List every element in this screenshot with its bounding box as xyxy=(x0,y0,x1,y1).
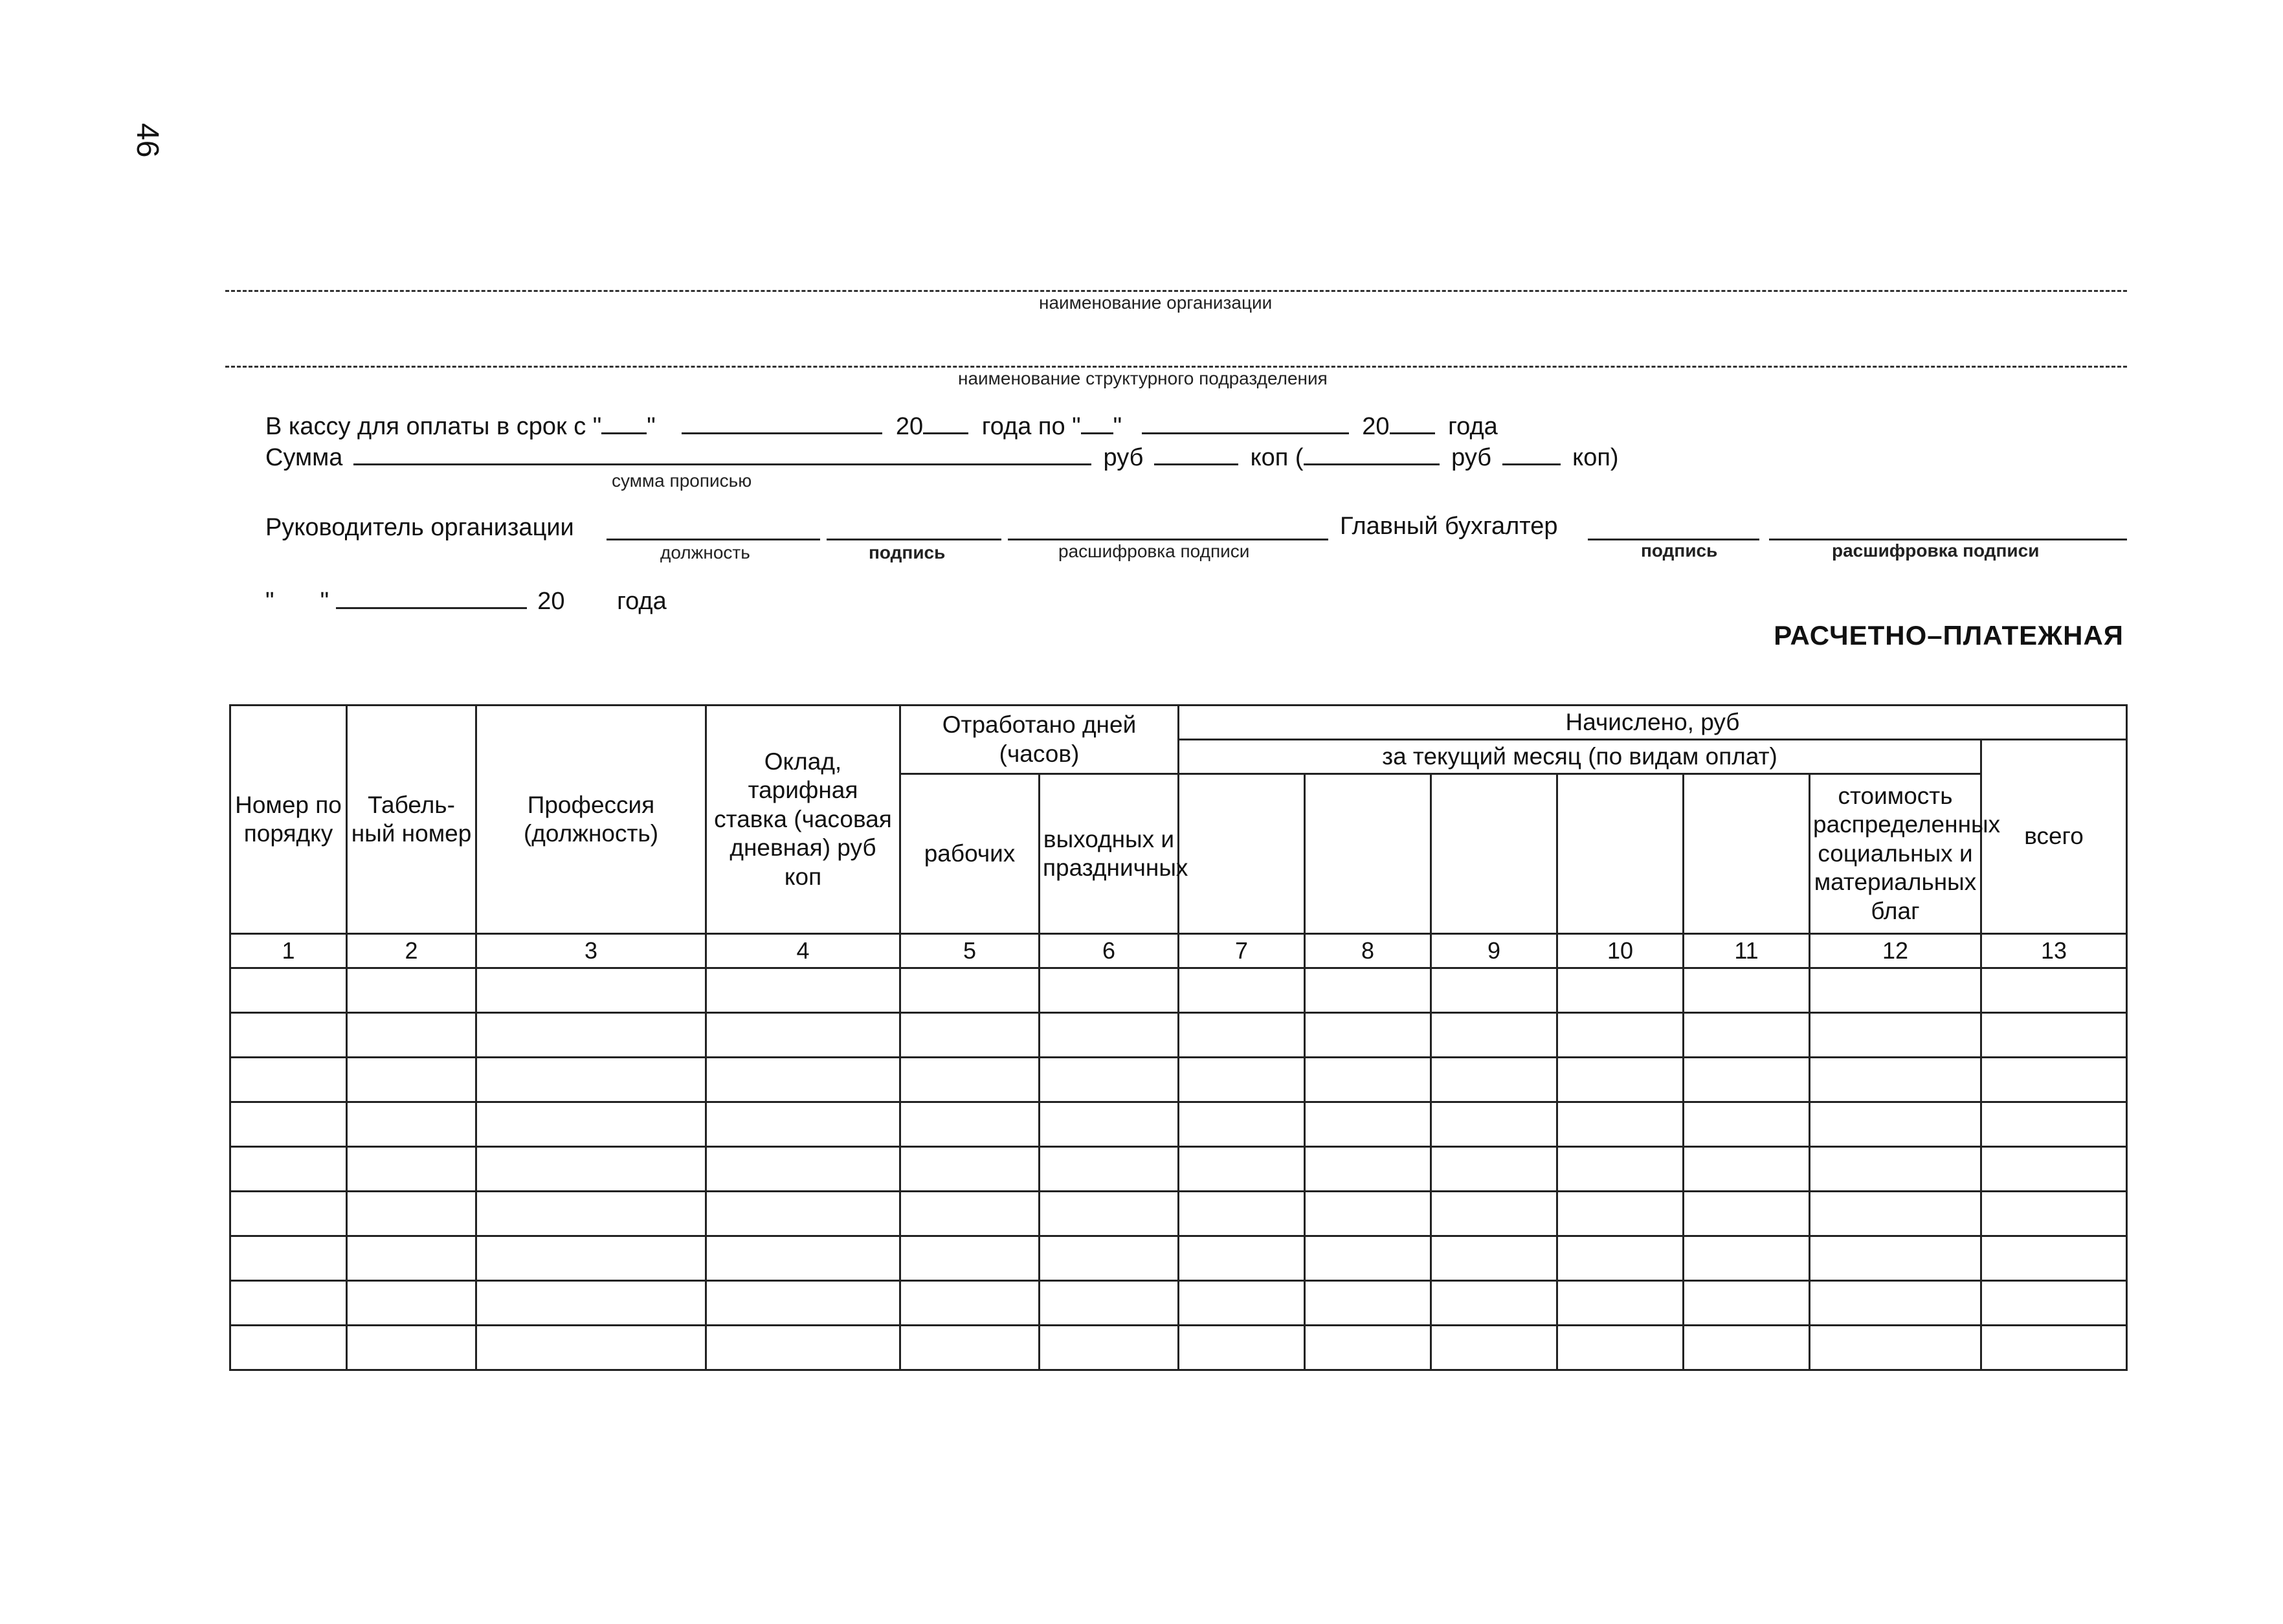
sum-kop-close: коп) xyxy=(1572,444,1619,471)
head-label: Руководитель организации xyxy=(265,514,574,541)
table-cell[interactable] xyxy=(1810,1192,1981,1236)
table-cell[interactable] xyxy=(476,1192,706,1236)
sum-words-blank[interactable] xyxy=(353,443,1091,465)
table-cell[interactable] xyxy=(1040,1281,1179,1326)
table-cell[interactable] xyxy=(230,1192,347,1236)
table-row xyxy=(230,1013,2127,1058)
accrued-header: Начислено, руб xyxy=(1179,706,2127,740)
table-cell[interactable] xyxy=(900,1058,1040,1102)
table-cell[interactable] xyxy=(1810,1058,1981,1102)
current-month-header: за текущий месяц (по видам оплат) xyxy=(1179,740,1981,774)
cash-period-line xyxy=(265,412,1498,439)
table-cell[interactable] xyxy=(1179,1192,1305,1236)
table-cell[interactable] xyxy=(706,1281,900,1326)
table-cell[interactable] xyxy=(706,1192,900,1236)
table-cell[interactable] xyxy=(347,1236,476,1281)
table-cell[interactable] xyxy=(900,1281,1040,1326)
table-cell[interactable] xyxy=(1305,1147,1431,1192)
table-cell[interactable] xyxy=(1431,1013,1557,1058)
table-cell[interactable] xyxy=(1040,1236,1179,1281)
table-cell[interactable] xyxy=(1431,1326,1557,1370)
col-profession-header: Профессия (должность) xyxy=(476,706,706,934)
col-num-4: 4 xyxy=(706,934,900,968)
dept-name-line xyxy=(225,366,2127,368)
table-cell[interactable] xyxy=(1810,968,1981,1013)
sum-label: Сумма xyxy=(265,444,343,471)
table-cell[interactable] xyxy=(1040,1058,1179,1102)
table-cell[interactable] xyxy=(347,1326,476,1370)
sum-words-caption: сумма прописью xyxy=(612,471,752,491)
head-decode-caption: расшифровка подписи xyxy=(1058,541,1250,561)
head-position-caption: должность xyxy=(660,542,750,562)
cash-prefix: В кассу для оплаты в срок с " xyxy=(265,413,602,440)
col-number-header: Номер по порядку xyxy=(230,706,347,934)
table-cell[interactable] xyxy=(1431,1102,1557,1147)
table-cell[interactable] xyxy=(1981,1013,2127,1058)
table-cell[interactable] xyxy=(900,1013,1040,1058)
table-cell[interactable] xyxy=(1557,1236,1684,1281)
table-body xyxy=(230,968,2127,1370)
table-cell[interactable] xyxy=(476,1013,706,1058)
table-cell[interactable] xyxy=(1810,1013,1981,1058)
table-cell[interactable] xyxy=(1557,1192,1684,1236)
table-cell[interactable] xyxy=(1981,968,2127,1013)
table-cell[interactable] xyxy=(230,1236,347,1281)
table-cell[interactable] xyxy=(1684,1102,1810,1147)
table-cell[interactable] xyxy=(1305,1192,1431,1236)
table-cell[interactable] xyxy=(1981,1192,2127,1236)
table-cell[interactable] xyxy=(347,1192,476,1236)
table-row xyxy=(230,1281,2127,1326)
table-cell[interactable] xyxy=(1981,1326,2127,1370)
table-cell[interactable] xyxy=(1810,1102,1981,1147)
col-num-12: 12 xyxy=(1810,934,1981,968)
table-cell[interactable] xyxy=(347,1147,476,1192)
table-cell[interactable] xyxy=(1684,1281,1810,1326)
table-cell[interactable] xyxy=(706,1147,900,1192)
table-cell[interactable] xyxy=(900,1236,1040,1281)
table-cell[interactable] xyxy=(1684,968,1810,1013)
table-cell[interactable] xyxy=(347,1058,476,1102)
col-salary-header: Оклад, тарифная ставка (часовая дневная) руб коп xyxy=(706,706,900,934)
table-cell[interactable] xyxy=(1305,968,1431,1013)
table-cell[interactable] xyxy=(476,1281,706,1326)
table-cell[interactable] xyxy=(1040,1013,1179,1058)
col-tab-header: Табель-ный номер xyxy=(347,706,476,934)
table-cell[interactable] xyxy=(1684,1326,1810,1370)
date-line xyxy=(265,586,667,614)
table-cell[interactable] xyxy=(1305,1326,1431,1370)
year-to-blank[interactable] xyxy=(1390,412,1435,434)
col-num-11: 11 xyxy=(1684,934,1810,968)
table-row xyxy=(230,1192,2127,1236)
table-cell[interactable] xyxy=(1431,1192,1557,1236)
pay-type-7-header xyxy=(1179,774,1305,934)
table-cell[interactable] xyxy=(1431,1281,1557,1326)
cash-quote: " xyxy=(647,413,656,440)
col-num-5: 5 xyxy=(900,934,1040,968)
table-cell[interactable] xyxy=(1557,1102,1684,1147)
cash-quote-2: " xyxy=(1113,413,1122,440)
table-cell[interactable] xyxy=(230,1102,347,1147)
table-cell[interactable] xyxy=(1431,1236,1557,1281)
worked-holidays-header: выходных и праздничных xyxy=(1040,774,1179,934)
col-num-6: 6 xyxy=(1040,934,1179,968)
table-cell[interactable] xyxy=(1179,1013,1305,1058)
col-num-3: 3 xyxy=(476,934,706,968)
table-cell[interactable] xyxy=(476,1236,706,1281)
table-cell[interactable] xyxy=(1981,1281,2127,1326)
table-cell[interactable] xyxy=(1810,1326,1981,1370)
pay-type-9-header xyxy=(1431,774,1557,934)
table-cell[interactable] xyxy=(1305,1013,1431,1058)
sum-kop-blank[interactable] xyxy=(1154,443,1238,465)
table-cell[interactable] xyxy=(1684,1013,1810,1058)
table-cell[interactable] xyxy=(1557,968,1684,1013)
col-num-8: 8 xyxy=(1305,934,1431,968)
chief-signature-caption: подпись xyxy=(1641,540,1718,561)
pay-type-8-header xyxy=(1305,774,1431,934)
table-cell[interactable] xyxy=(1810,1281,1981,1326)
col-num-10: 10 xyxy=(1557,934,1684,968)
table-cell[interactable] xyxy=(1305,1236,1431,1281)
pay-type-11-header xyxy=(1684,774,1810,934)
table-cell[interactable] xyxy=(706,968,900,1013)
head-signature-line[interactable] xyxy=(827,539,1001,540)
table-cell[interactable] xyxy=(1179,1236,1305,1281)
table-cell[interactable] xyxy=(1040,1192,1179,1236)
table-cell[interactable] xyxy=(900,1102,1040,1147)
table-cell[interactable] xyxy=(230,1326,347,1370)
cash-goda: года xyxy=(1448,413,1498,440)
date-month-blank[interactable] xyxy=(336,586,527,609)
date-quote-close: " xyxy=(320,588,329,615)
table-cell[interactable] xyxy=(1557,1326,1684,1370)
col-num-7: 7 xyxy=(1179,934,1305,968)
worked-header: Отработано дней (часов) xyxy=(900,706,1179,774)
table-cell[interactable] xyxy=(1431,1058,1557,1102)
column-numbers-row xyxy=(230,934,2127,968)
head-position-line[interactable] xyxy=(607,539,820,540)
date-year: 20 xyxy=(537,588,565,615)
table-row xyxy=(230,968,2127,1013)
day-from-blank[interactable] xyxy=(601,412,647,434)
sum-line xyxy=(265,443,1619,470)
table-row xyxy=(230,1236,2127,1281)
table-cell[interactable] xyxy=(1557,1281,1684,1326)
month-from-blank[interactable] xyxy=(682,412,882,434)
table-cell[interactable] xyxy=(1981,1236,2127,1281)
sum-digits-rub-blank[interactable] xyxy=(1304,443,1440,465)
table-cell[interactable] xyxy=(347,1013,476,1058)
table-cell[interactable] xyxy=(1981,1147,2127,1192)
table-cell[interactable] xyxy=(1684,1192,1810,1236)
table-cell[interactable] xyxy=(1040,1326,1179,1370)
table-cell[interactable] xyxy=(230,1281,347,1326)
table-cell[interactable] xyxy=(1305,1058,1431,1102)
table-cell[interactable] xyxy=(706,1013,900,1058)
table-cell[interactable] xyxy=(706,1102,900,1147)
table-cell[interactable] xyxy=(1305,1102,1431,1147)
table-cell[interactable] xyxy=(1431,968,1557,1013)
table-cell[interactable] xyxy=(1179,968,1305,1013)
table-cell[interactable] xyxy=(1557,1147,1684,1192)
table-cell[interactable] xyxy=(230,968,347,1013)
head-decode-line[interactable] xyxy=(1008,539,1328,540)
table-cell[interactable] xyxy=(476,1058,706,1102)
col-num-2: 2 xyxy=(347,934,476,968)
table-cell[interactable] xyxy=(1179,1281,1305,1326)
table-cell[interactable] xyxy=(1179,1147,1305,1192)
chief-label: Главный бухгалтер xyxy=(1340,513,1558,540)
sum-kop-open: коп ( xyxy=(1250,444,1304,471)
table-cell[interactable] xyxy=(1810,1147,1981,1192)
date-day-blank[interactable] xyxy=(281,586,313,609)
payroll-table xyxy=(229,704,2128,1371)
worked-workdays-header: рабочих xyxy=(900,774,1040,934)
head-signature-caption: подпись xyxy=(869,542,946,562)
date-goda: года xyxy=(617,588,667,615)
year-from-label: 20 xyxy=(895,413,924,440)
table-cell[interactable] xyxy=(1981,1102,2127,1147)
table-row xyxy=(230,1102,2127,1147)
table-cell[interactable] xyxy=(1981,1058,2127,1102)
table-cell[interactable] xyxy=(1305,1281,1431,1326)
table-row xyxy=(230,1147,2127,1192)
table-cell[interactable] xyxy=(1810,1236,1981,1281)
table-cell[interactable] xyxy=(1684,1236,1810,1281)
dept-name-caption: наименование структурного подразделения xyxy=(958,368,1328,388)
table-cell[interactable] xyxy=(706,1058,900,1102)
table-cell[interactable] xyxy=(900,1326,1040,1370)
org-name-line xyxy=(225,290,2127,292)
table-cell[interactable] xyxy=(1040,1147,1179,1192)
page-number: 46 xyxy=(130,123,164,158)
document-title: РАСЧЕТНО–ПЛАТЕЖНАЯ xyxy=(1774,620,2124,651)
table-cell[interactable] xyxy=(476,1326,706,1370)
sum-digits-kop-blank[interactable] xyxy=(1502,443,1561,465)
table-cell[interactable] xyxy=(900,1192,1040,1236)
table-cell[interactable] xyxy=(706,1326,900,1370)
table-cell[interactable] xyxy=(1179,1058,1305,1102)
table-cell[interactable] xyxy=(1179,1102,1305,1147)
table-cell[interactable] xyxy=(900,1147,1040,1192)
table-cell[interactable] xyxy=(1431,1147,1557,1192)
year-to-label: 20 xyxy=(1362,413,1390,440)
table-cell[interactable] xyxy=(1179,1326,1305,1370)
table-cell[interactable] xyxy=(347,1102,476,1147)
table-cell[interactable] xyxy=(1040,1102,1179,1147)
date-quote-open: " xyxy=(265,588,274,615)
sum-rub-2: руб xyxy=(1451,444,1492,471)
table-cell[interactable] xyxy=(230,1058,347,1102)
table-cell[interactable] xyxy=(1684,1058,1810,1102)
sum-rub: руб xyxy=(1103,444,1144,471)
pay-type-10-header xyxy=(1557,774,1684,934)
table-cell[interactable] xyxy=(1557,1013,1684,1058)
table-cell[interactable] xyxy=(1684,1147,1810,1192)
table-cell[interactable] xyxy=(230,1147,347,1192)
table-cell[interactable] xyxy=(476,1102,706,1147)
month-to-blank[interactable] xyxy=(1142,412,1349,434)
table-row xyxy=(230,1326,2127,1370)
table-cell[interactable] xyxy=(347,1281,476,1326)
chief-decode-caption: расшифровка подписи xyxy=(1832,540,2040,561)
table-cell[interactable] xyxy=(476,968,706,1013)
col-num-13: 13 xyxy=(1981,934,2127,968)
table-cell[interactable] xyxy=(1557,1058,1684,1102)
table-row xyxy=(230,1058,2127,1102)
table-cell[interactable] xyxy=(230,1013,347,1058)
org-name-caption: наименование организации xyxy=(1039,293,1273,313)
year-from-blank[interactable] xyxy=(923,412,968,434)
table-cell[interactable] xyxy=(900,968,1040,1013)
table-cell[interactable] xyxy=(476,1147,706,1192)
table-cell[interactable] xyxy=(347,968,476,1013)
col-num-9: 9 xyxy=(1431,934,1557,968)
col-benefits-header: стоимость распределенных социальных и материальных благ xyxy=(1810,774,1981,934)
cash-to-label: года по " xyxy=(981,413,1081,440)
table-cell[interactable] xyxy=(1040,968,1179,1013)
col-total-header: всего xyxy=(1981,740,2127,934)
table-cell[interactable] xyxy=(706,1236,900,1281)
col-num-1: 1 xyxy=(230,934,347,968)
day-to-blank[interactable] xyxy=(1081,412,1113,434)
